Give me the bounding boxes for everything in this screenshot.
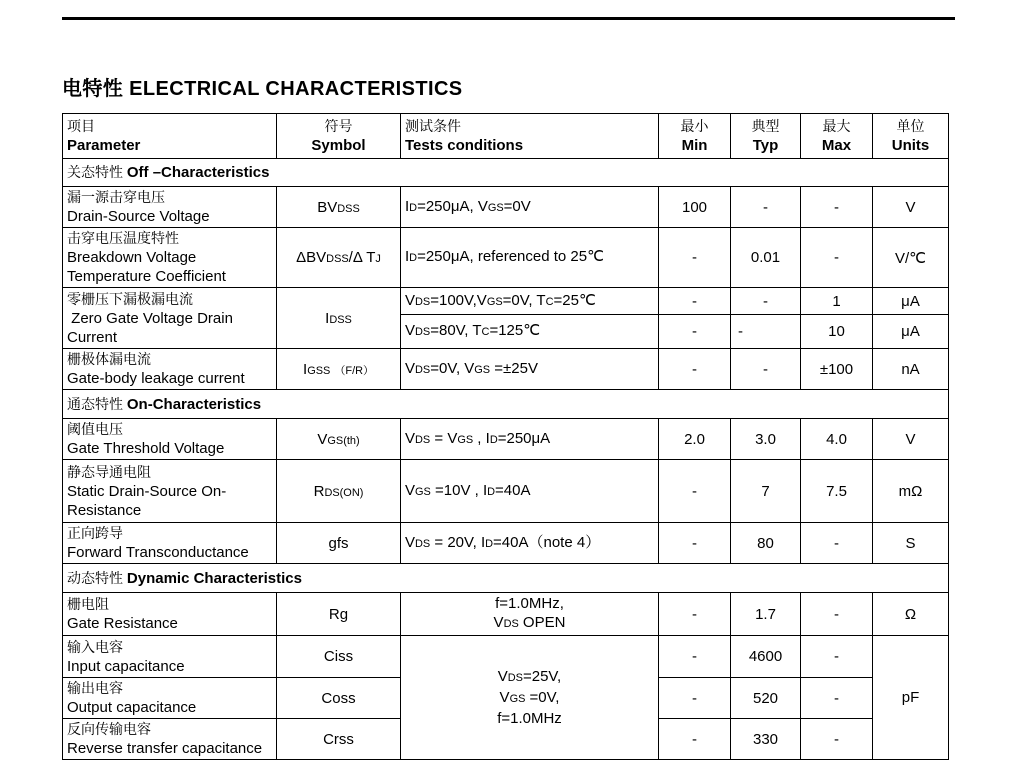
top-horizontal-rule [62, 17, 955, 20]
max-value-cell: - [801, 678, 873, 719]
header-typ [731, 114, 801, 159]
min-value-cell: - [659, 315, 731, 349]
max-value-cell: - [801, 228, 873, 288]
parameter-cell [63, 678, 277, 719]
conditions-cell: ID=250μA, referenced to 25℃ [401, 228, 659, 288]
symbol-cell: Coss [277, 678, 401, 719]
parameter-zh: 漏一源击穿电压 [67, 189, 165, 205]
min-value-cell: 100 [659, 187, 731, 228]
section-on-label: 通态特性 On-Characteristics [63, 390, 949, 419]
min-value-cell: 2.0 [659, 419, 731, 460]
parameter-cell [63, 636, 277, 678]
section-dynamic-characteristics [63, 564, 949, 593]
parameter-zh: 输入电容 [67, 638, 123, 655]
symbol-cell: gfs [277, 523, 401, 564]
min-value-cell: - [659, 523, 731, 564]
units-cell: mΩ [873, 460, 949, 523]
units-cell: μA [873, 288, 949, 315]
parameter-cell [63, 228, 277, 288]
typ-value-cell: 7 [731, 460, 801, 523]
parameter-zh: 击穿电压温度特性 [67, 230, 179, 246]
header-max [801, 114, 873, 159]
section-off-label: 关态特性 Off –Characteristics [63, 159, 949, 187]
parameter-en: Gate-body leakage current [67, 370, 245, 387]
symbol-cell: ΔBVDSS/Δ TJ [277, 228, 401, 288]
conditions-cell: VDS=100V,VGS=0V, TC=25℃ [401, 288, 659, 315]
parameter-en: Forward Transconductance [67, 544, 249, 561]
typ-value-cell: 330 [731, 719, 801, 760]
parameter-zh: 输出电容 [67, 680, 123, 696]
parameter-en: Reverse transfer capacitance [67, 740, 263, 757]
section-off-characteristics [63, 159, 949, 187]
symbol-cell: VGS(th) [277, 419, 401, 460]
min-value-cell: - [659, 593, 731, 636]
conditions-cell: VDS = 20V, ID=40A（note 4） [401, 523, 659, 564]
min-value-cell: - [659, 678, 731, 719]
typ-value-cell: 520 [731, 678, 801, 719]
parameter-zh: 栅电阻 [67, 596, 109, 612]
typ-value-cell: - [731, 315, 801, 349]
parameter-cell [63, 593, 277, 636]
header-typ-zh: 典型 [751, 118, 780, 134]
row-ciss [63, 636, 949, 678]
units-cell: V/℃ [873, 228, 949, 288]
parameter-zh: 零栅压下漏极漏电流 [67, 290, 193, 307]
typ-value-cell: 80 [731, 523, 801, 564]
typ-value-cell: - [731, 187, 801, 228]
max-value-cell: 7.5 [801, 460, 873, 523]
row-bvdss [63, 187, 949, 228]
parameter-cell [63, 349, 277, 390]
header-units-en: Units [891, 137, 930, 154]
parameter-zh: 反向传输电容 [67, 721, 151, 737]
parameter-en: Gate Resistance [67, 615, 178, 632]
parameter-en: Drain-Source Voltage [67, 208, 210, 225]
page-title: 电特性 ELECTRICAL CHARACTERISTICS [62, 78, 463, 101]
min-value-cell: - [659, 460, 731, 523]
parameter-cell [63, 288, 277, 349]
parameter-cell [63, 719, 277, 760]
min-value-cell: - [659, 288, 731, 315]
table-header-row [63, 114, 949, 159]
parameter-en: Zero Gate Voltage Drain Current [67, 309, 238, 346]
max-value-cell: ±100 [801, 349, 873, 390]
conditions-cell: VGS =10V , ID=40A [401, 460, 659, 523]
typ-value-cell: 3.0 [731, 419, 801, 460]
conditions-cell: VDS = VGS , ID=250μA [401, 419, 659, 460]
symbol-cell: IGSS （F/R） [277, 349, 401, 390]
parameter-cell [63, 419, 277, 460]
header-parameter [63, 114, 277, 159]
max-value-cell: - [801, 593, 873, 636]
header-symbol [277, 114, 401, 159]
max-value-cell: - [801, 719, 873, 760]
parameter-zh: 正向跨导 [67, 525, 123, 541]
row-idss-condition-1 [63, 288, 949, 315]
section-dynamic-label: 动态特性 Dynamic Characteristics [63, 564, 949, 593]
units-cell-capacitance: pF [873, 636, 949, 760]
parameter-zh: 阈值电压 [67, 421, 123, 437]
header-max-en: Max [821, 137, 852, 154]
header-min-zh: 最小 [680, 118, 709, 134]
row-igss [63, 349, 949, 390]
units-cell: V [873, 419, 949, 460]
units-cell: Ω [873, 593, 949, 636]
units-cell: nA [873, 349, 949, 390]
parameter-zh: 栅极体漏电流 [67, 351, 151, 367]
parameter-en: Output capacitance [67, 699, 197, 716]
conditions-cell: ID=250μA, VGS=0V [401, 187, 659, 228]
min-value-cell: - [659, 228, 731, 288]
max-value-cell: - [801, 187, 873, 228]
header-units [873, 114, 949, 159]
conditions-cell: VDS=0V, VGS =±25V [401, 349, 659, 390]
row-breakdown-voltage-temp-coefficient [63, 228, 949, 288]
min-value-cell: - [659, 349, 731, 390]
header-conditions-zh: 测试条件 [405, 118, 461, 134]
conditions-cell: f=1.0MHz, VDS OPEN [401, 593, 659, 636]
parameter-en: Input capacitance [67, 657, 185, 675]
conditions-cell-capacitance: VDS=25V, VGS =0V, f=1.0MHz [401, 636, 659, 760]
units-cell: μA [873, 315, 949, 349]
max-value-cell: 4.0 [801, 419, 873, 460]
row-gfs [63, 523, 949, 564]
max-value-cell: - [801, 636, 873, 678]
symbol-cell: RDS(ON) [277, 460, 401, 523]
row-rg [63, 593, 949, 636]
typ-value-cell: - [731, 349, 801, 390]
parameter-en: Gate Threshold Voltage [67, 440, 225, 457]
conditions-cell: VDS=80V, TC=125℃ [401, 315, 659, 349]
symbol-cell: BVDSS [277, 187, 401, 228]
header-parameter-en: Parameter [67, 137, 141, 154]
min-value-cell: - [659, 636, 731, 678]
max-value-cell: 10 [801, 315, 873, 349]
parameter-en: Breakdown Voltage Temperature Coefficient [67, 249, 226, 285]
symbol-cell: Crss [277, 719, 401, 760]
header-symbol-en: Symbol [311, 137, 366, 154]
header-min [659, 114, 731, 159]
units-cell: S [873, 523, 949, 564]
symbol-cell: Rg [277, 593, 401, 636]
parameter-cell [63, 523, 277, 564]
header-conditions-en: Tests conditions [405, 137, 524, 154]
section-on-characteristics [63, 390, 949, 419]
row-rdson [63, 460, 949, 523]
max-value-cell: 1 [801, 288, 873, 315]
max-value-cell: - [801, 523, 873, 564]
header-conditions [401, 114, 659, 159]
typ-value-cell: 4600 [731, 636, 801, 678]
header-typ-en: Typ [752, 137, 779, 154]
header-symbol-zh: 符号 [324, 118, 353, 134]
symbol-cell: Ciss [277, 636, 401, 678]
parameter-zh: 静态导通电阻 [67, 463, 151, 480]
typ-value-cell: 0.01 [731, 228, 801, 288]
parameter-en: Static Drain-Source On-Resistance [67, 482, 227, 519]
symbol-cell: IDSS [277, 288, 401, 349]
header-units-zh: 单位 [896, 118, 925, 134]
min-value-cell: - [659, 719, 731, 760]
units-cell: V [873, 187, 949, 228]
header-parameter-zh: 项目 [67, 118, 95, 134]
parameter-cell [63, 187, 277, 228]
header-min-en: Min [681, 137, 708, 154]
typ-value-cell: - [731, 288, 801, 315]
parameter-cell [63, 460, 277, 523]
electrical-characteristics-table [62, 113, 949, 760]
row-vgsth [63, 419, 949, 460]
typ-value-cell: 1.7 [731, 593, 801, 636]
header-max-zh: 最大 [822, 118, 851, 134]
